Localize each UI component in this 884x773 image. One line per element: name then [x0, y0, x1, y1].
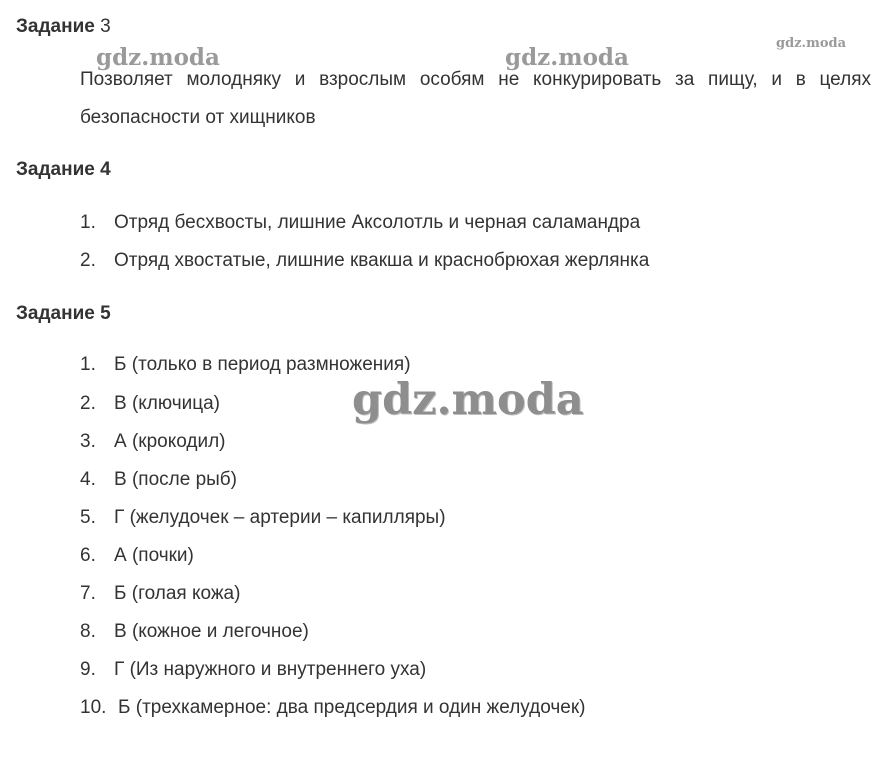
- task5-item-3-number: 3.: [80, 431, 96, 452]
- task5-item-9-text: Г (Из наружного и внутреннего уха): [114, 659, 427, 680]
- task5-item-8-text: В (кожное и легочное): [114, 621, 309, 642]
- task5-item-7-text: Б (голая кожа): [114, 583, 241, 604]
- task5-item-1: [80, 354, 411, 376]
- task4-heading: [16, 159, 111, 181]
- task3-heading: [16, 16, 111, 38]
- watermark-left: gdz.moda: [96, 44, 220, 71]
- task5-item-8: [80, 621, 309, 643]
- task4-item-2: [80, 250, 649, 272]
- task5-item-2-number: 2.: [80, 393, 96, 414]
- task5-item-2: [80, 393, 220, 415]
- task5-item-10: [80, 697, 586, 719]
- task5-item-6-text: А (почки): [114, 545, 194, 566]
- task4-item-2-number: 2.: [80, 250, 96, 271]
- watermark-large: gdz.moda: [352, 375, 584, 425]
- task5-item-1-text: Б (только в период размножения): [114, 354, 411, 375]
- task5-item-10-number: 10.: [80, 697, 107, 718]
- watermark-right: gdz.moda: [776, 36, 847, 51]
- task5-item-4: [80, 469, 237, 491]
- task5-item-2-text: В (ключица): [114, 393, 221, 414]
- task4-item-2-text: Отряд хвостатые, лишние квакша и краснобрюхая жерлянка: [114, 250, 650, 271]
- task5-item-7: [80, 583, 240, 605]
- task5-item-3-text: А (крокодил): [114, 431, 226, 452]
- task5-item-6-number: 6.: [80, 545, 96, 566]
- task4-item-1-number: 1.: [80, 212, 96, 233]
- task5-item-6: [80, 545, 194, 567]
- task5-item-4-number: 4.: [80, 469, 96, 490]
- task3-heading-label: Задание: [16, 16, 95, 37]
- task3-heading-number: 3: [100, 16, 111, 37]
- task5-heading-label: Задание: [16, 303, 95, 324]
- task5-item-5-number: 5.: [80, 507, 96, 528]
- task5-item-7-number: 7.: [80, 583, 96, 604]
- task5-item-9: [80, 659, 426, 681]
- task5-item-1-number: 1.: [80, 354, 96, 375]
- task5-heading: [16, 303, 111, 325]
- task4-item-1-text: Отряд бесхвосты, лишние Аксолотль и черная саламандра: [114, 212, 641, 233]
- task4-heading-label: Задание: [16, 159, 95, 180]
- task5-item-5: [80, 507, 446, 529]
- task5-heading-number: 5: [100, 303, 111, 324]
- task4-heading-number: 4: [100, 159, 111, 180]
- task5-item-5-text: Г (желудочек – артерии – капилляры): [114, 507, 446, 528]
- task5-item-4-text: В (после рыб): [114, 469, 237, 490]
- task5-item-9-number: 9.: [80, 659, 96, 680]
- task5-item-10-text: Б (трехкамерное: два предсердия и один желудочек): [118, 697, 586, 718]
- watermark-center: gdz.moda: [505, 44, 629, 71]
- task5-item-3: [80, 431, 226, 453]
- task3-answer: Позволяет молодняку и взрослым особям не конкурировать за пищу, и в целях безопасности от хищников: [80, 69, 871, 128]
- task4-item-1: [80, 212, 640, 234]
- task5-item-8-number: 8.: [80, 621, 96, 642]
